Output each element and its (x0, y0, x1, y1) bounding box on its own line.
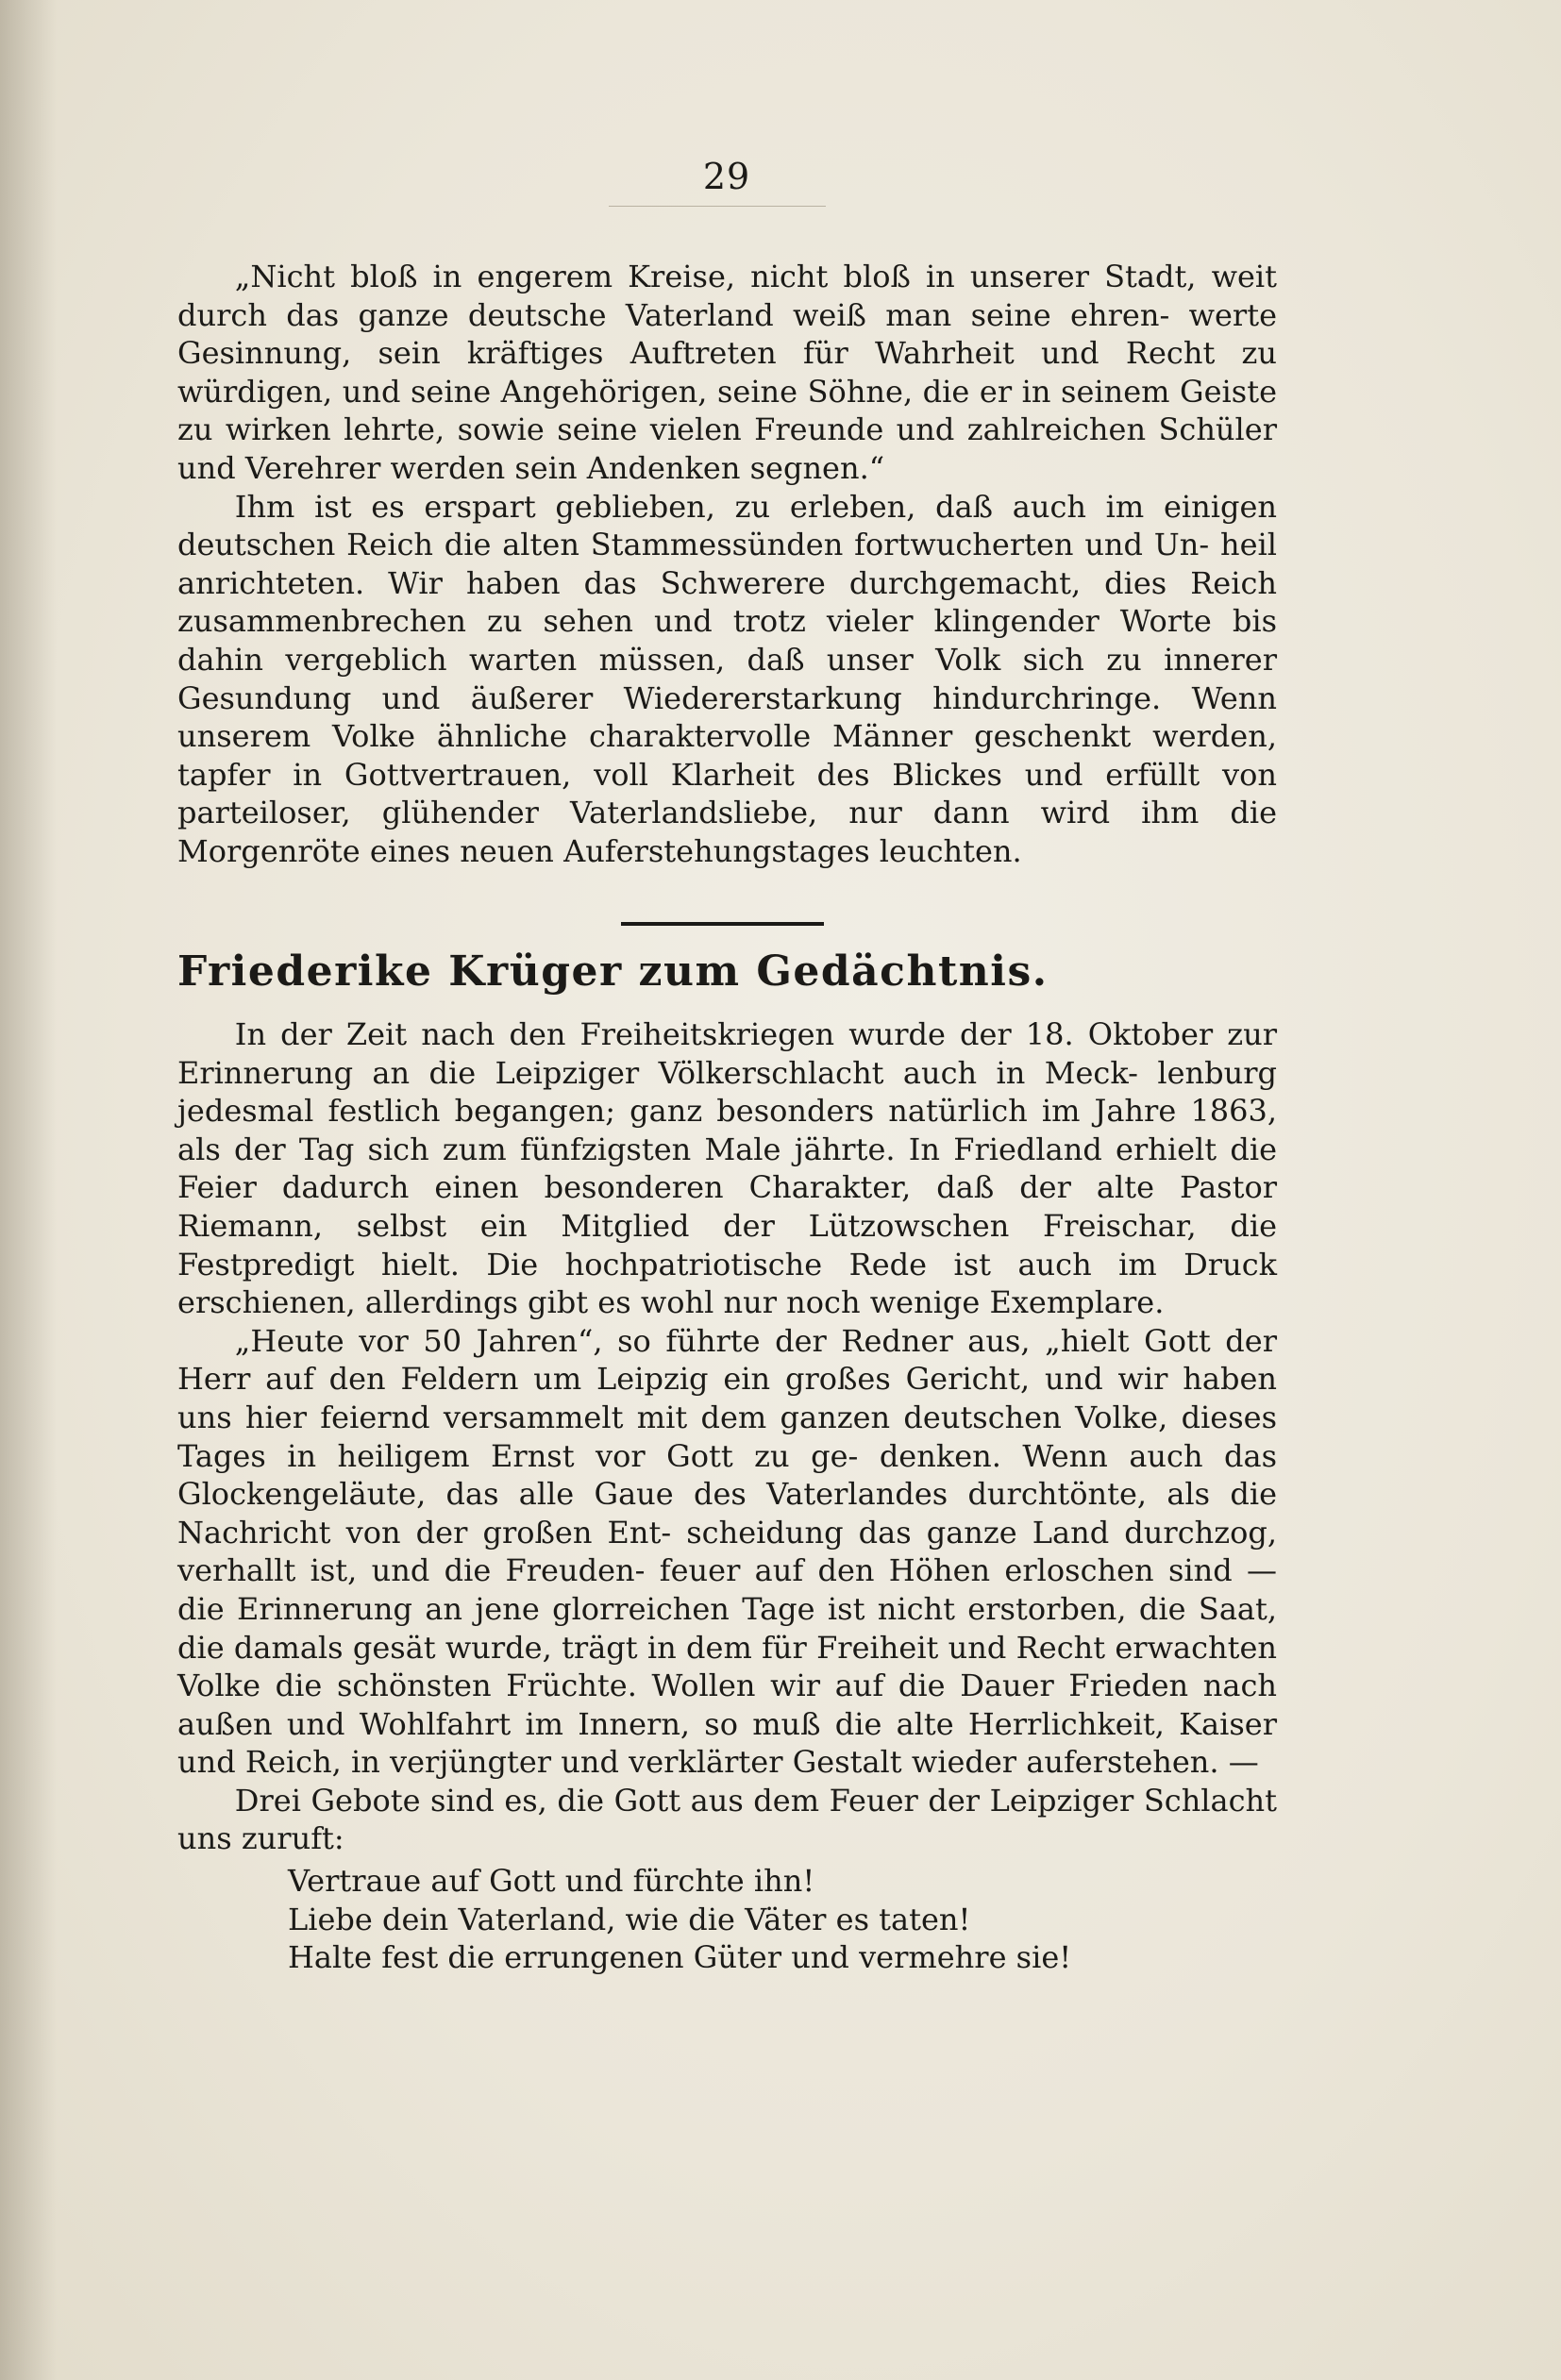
reflection-paragraph: Ihm ist es erspart geblieben, zu erleben, daß auch im einigen deutschen Reich die alten Stammessünden fortwucherten und Un- heil anrichteten. Wir haben das Schwerere durchgemacht, dies Reich zusammenbrechen zu sehen und trotz vieler klingender Worte bis dahin vergeblich warten müssen, daß unser Volk sich zu innerer Gesundung und äußerer Wiedererstarkung hindurchringe. Wenn unserem Volke ähnliche charaktervolle Männer geschenkt werden, tapfer in Gottvertrauen, voll Klarheit des Blickes und erfüllt von parteiloser, glühender Vaterlandsliebe, nur dann wird ihm die Morgenröte eines neuen Auferstehungstages leuchten. (177, 488, 1277, 869)
intro-paragraph: In der Zeit nach den Freiheitskriegen wurde der 18. Oktober zur Erinnerung an die Leipziger Völkerschlacht auch in Meck- lenburg jedesmal festlich begangen; ganz besonders natürlich im Jahre 1863, als der Tag sich zum fünfzigsten Male jährte. In Friedland erhielt die Feier dadurch einen besonderen Charakter, daß der alte Pastor Riemann, selbst ein Mitglied der Lützowschen Freischar, die Festpredigt hielt. Die hochpatriotische Rede ist auch im Druck erschienen, allerdings gibt es wohl nur noch wenige Exemplare. (177, 1016, 1277, 1321)
commandment-line: Halte fest die errungenen Güter und vermehre sie! (288, 1939, 1072, 1976)
previous-article-ending (177, 258, 1277, 871)
commandments-list (177, 1862, 1277, 1977)
section-body (177, 1015, 1277, 1977)
spine-shadow (0, 0, 57, 2380)
commandment-line: Liebe dein Vaterland, wie die Väter es taten! (288, 1901, 971, 1937)
quote-paragraph: „Nicht bloß in engerem Kreise, nicht bloß in unserer Stadt, weit durch das ganze deutsche Vaterland weiß man seine ehren- werte Gesinnung, sein kräftiges Auftreten für Wahrheit und Recht zu würdigen, und seine Angehörigen, seine Söhne, die er in seinem Geiste zu wirken lehrte, sowie seine vielen Freunde und zahlreichen Schüler und Verehrer werden sein Andenken segnen.“ (177, 259, 1277, 486)
page-number: 29 (702, 156, 751, 197)
commandment-line: Vertraue auf Gott und fürchte ihn! (288, 1863, 815, 1900)
section-title: Friederike Krüger zum Gedächtnis. (177, 947, 1049, 996)
commandments-intro: Drei Gebote sind es, die Gott aus dem Feuer der Leipziger Schlacht uns zuruft: (177, 1782, 1277, 1857)
page-number-rule (609, 206, 826, 207)
section-divider (621, 922, 824, 926)
sermon-paragraph: „Heute vor 50 Jahren“, so führte der Redner aus, „hielt Gott der Herr auf den Feldern um Leipzig ein großes Gericht, und wir haben uns hier feiernd versammelt mit dem ganzen deutschen Volke, dieses Tages in heiligem Ernst vor Gott zu ge- denken. Wenn auch das Glockengeläute, das alle Gaue des Vaterlandes durchtönte, als die Nachricht von der großen Ent- scheidung das ganze Land durchzog, verhallt ist, und die Freuden- feuer auf den Höhen erloschen sind — die Erinnerung an jene glorreichen Tage ist nicht erstorben, die Saat, die damals gesät wurde, trägt in dem für Freiheit und Recht erwachten Volke die schönsten Früchte. Wollen wir auf die Dauer Frieden nach außen und Wohlfahrt im Innern, so muß die alte Herrlichkeit, Kaiser und Reich, in verjüngter und verklärter Gestalt wieder auferstehen. — (177, 1322, 1277, 1781)
